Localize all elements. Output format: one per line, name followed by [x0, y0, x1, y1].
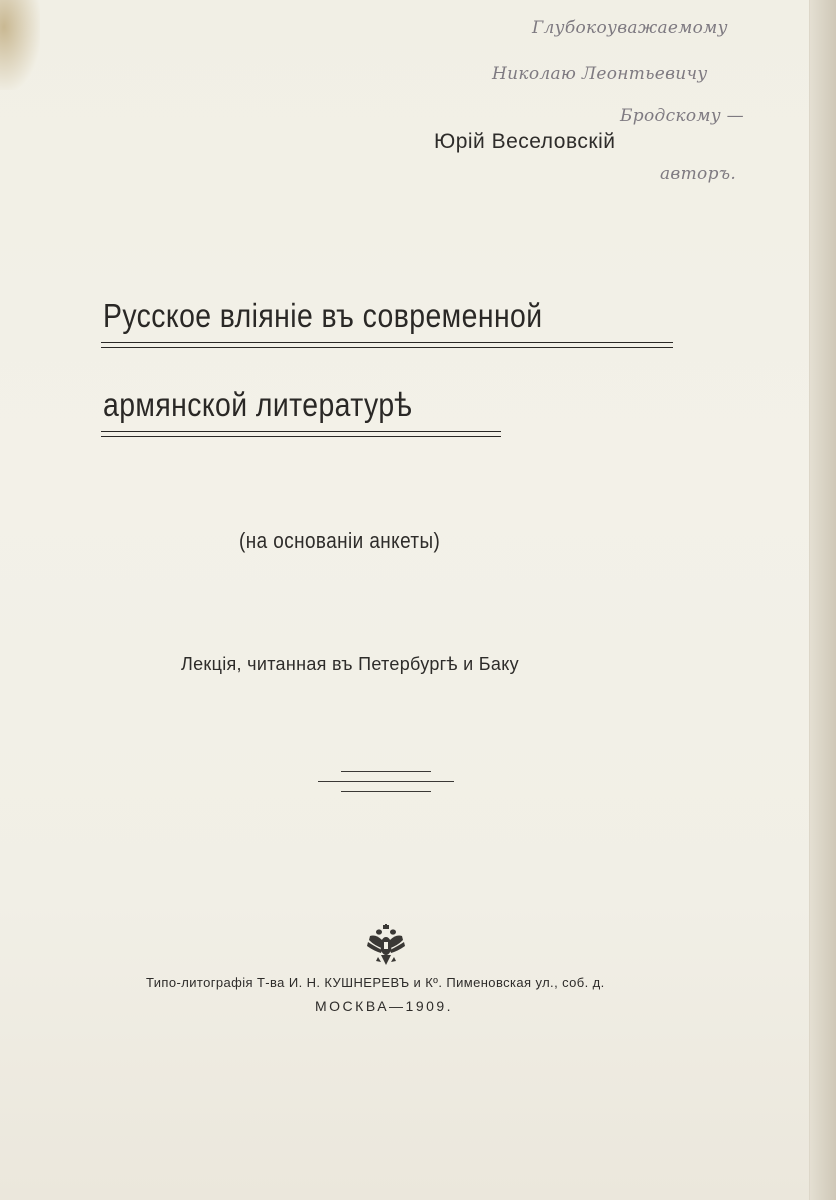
- divider-rule: [341, 791, 431, 792]
- page-edge: [809, 0, 836, 1200]
- book-title-line-1: Русское вліяніе въ современной: [103, 297, 543, 334]
- title-underline: [101, 347, 673, 348]
- publication-place-year: МОСКВА—1909.: [315, 998, 454, 1014]
- dedication-line: Глубокоуважаемому: [532, 18, 728, 38]
- dedication-line: Бродскому —: [620, 106, 744, 126]
- divider-rule: [318, 781, 454, 782]
- dedication-line: Николаю Леонтьевичу: [492, 64, 708, 84]
- paper-stain: [0, 0, 40, 90]
- lecture-note: Лекція, читанная въ Петербургѣ и Баку: [181, 654, 519, 674]
- title-underline: [101, 342, 673, 343]
- handwritten-dedication: [470, 16, 770, 206]
- double-headed-eagle-icon: [366, 924, 406, 968]
- author-name: Юрій Веселовскій: [434, 130, 616, 153]
- subtitle: (на основаніи анкеты): [239, 528, 441, 553]
- dedication-line: авторъ.: [660, 164, 737, 184]
- title-underline: [101, 431, 501, 432]
- title-underline: [101, 436, 501, 437]
- divider-rule: [341, 771, 431, 772]
- printer-imprint: Типо-литографія Т-ва И. Н. КУШНЕРЕВЪ и Кº. Пименовская ул., соб. д.: [146, 975, 605, 990]
- book-title-line-2: армянской литературѣ: [103, 386, 413, 423]
